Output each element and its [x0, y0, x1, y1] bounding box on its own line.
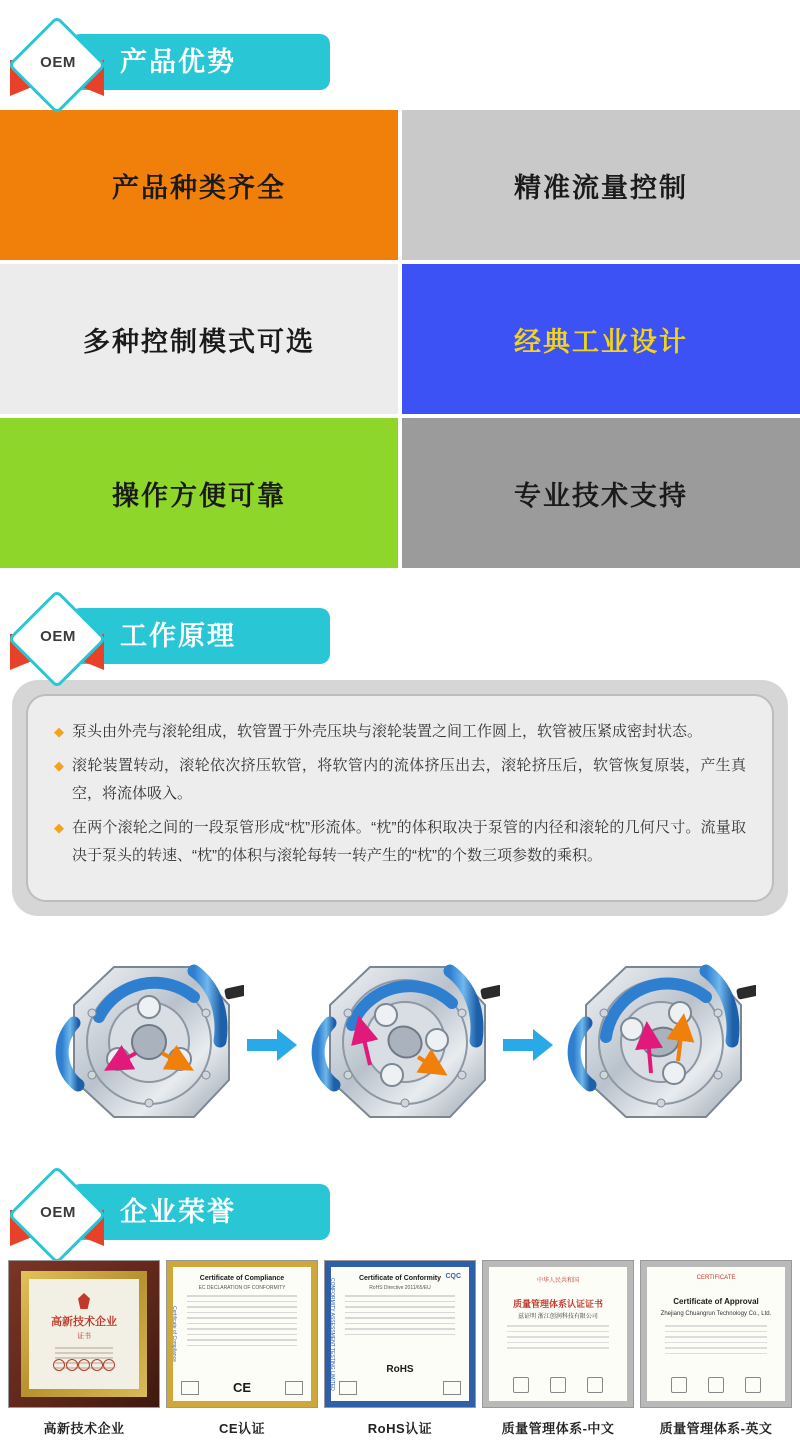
iso-cn-top: 中华人民共和国	[536, 1278, 579, 1284]
rohs-subtitle: RoHS Directive 2011/65/EU	[369, 1285, 431, 1291]
section-header-honor	[0, 1162, 800, 1250]
flow-arrow-icon	[244, 945, 300, 1145]
certificate-image-plaque	[8, 1260, 160, 1408]
advantage-label: 多种控制模式可选	[83, 326, 315, 357]
certificate-item[interactable]	[8, 1260, 160, 1437]
certificate-item[interactable]	[324, 1260, 476, 1437]
ce-side-text: Certificate of Compliance	[171, 1306, 177, 1362]
section-title-principle: 工作原理	[120, 621, 236, 651]
certificate-item[interactable]	[166, 1260, 318, 1437]
certificate-item[interactable]	[640, 1260, 792, 1437]
rohs-logo-label: CQC	[445, 1273, 461, 1280]
principle-item	[54, 814, 746, 870]
advantage-cell	[0, 264, 398, 414]
certificate-image-rohs	[324, 1260, 476, 1408]
ce-mark: CE	[232, 1380, 252, 1395]
advantage-label: 操作方便可靠	[112, 480, 286, 511]
diamond-bullet-icon: ◆	[54, 758, 64, 773]
plaque-title: 高新技术企业	[51, 1316, 117, 1328]
advantage-label: 精准流量控制	[514, 172, 688, 203]
pump-head-illustration-step3	[556, 945, 756, 1145]
pump-head-illustration-step1	[44, 945, 244, 1145]
rohs-title: Certificate of Conformity	[358, 1275, 442, 1282]
certificate-caption: 质量管理体系-中文	[501, 1421, 615, 1436]
principle-text: 滚轮装置转动，滚轮依次挤压软管，将软管内的流体挤压出去，滚轮挤压后，软管恢复原装，产生真空，将流体吸入。	[72, 757, 746, 802]
advantage-label: 经典工业设计	[514, 326, 688, 357]
certificate-caption: 质量管理体系-英文	[659, 1421, 773, 1436]
advantage-label: 专业技术支持	[514, 480, 688, 511]
plaque-subtitle: 证书	[77, 1333, 91, 1340]
section-header-principle	[0, 586, 800, 674]
certificate-caption: RoHS认证	[367, 1421, 433, 1436]
iso-en-subtitle: Zhejiang Chuangrun Technology Co., Ltd.	[660, 1311, 772, 1317]
certificate-image-ce	[166, 1260, 318, 1408]
ce-title: Certificate of Compliance	[199, 1275, 285, 1282]
pump-head-illustration-step2	[300, 945, 500, 1145]
advantage-cell	[402, 110, 800, 260]
certificate-image-iso-en	[640, 1260, 792, 1408]
ce-subtitle: EC DECLARATION OF CONFORMITY	[198, 1285, 286, 1291]
advantage-cell	[402, 418, 800, 568]
certificate-item[interactable]	[482, 1260, 634, 1437]
principle-text: 泵头由外壳与滚轮组成，软管置于外壳压块与滚轮装置之间工作圆上，软管被压紧成密封状态。	[72, 723, 703, 740]
certificate-image-iso-cn	[482, 1260, 634, 1408]
iso-cn-title: 质量管理体系认证证书	[512, 1299, 603, 1309]
principle-item	[54, 718, 746, 746]
principle-text: 在两个滚轮之间的一段泵管形成“枕”形流体。“枕”的体积取决于泵管的内径和滚轮的几何尺寸。流量取决于泵头的转速、“枕”的体积与滚轮每转一转产生的“枕”的个数三项参数的乘积。	[72, 819, 746, 864]
iso-en-top: CERTIFICATE	[696, 1275, 736, 1281]
rohs-mark: RoHS	[386, 1364, 414, 1375]
certificate-caption: CE认证	[218, 1421, 266, 1436]
advantage-cell	[0, 418, 398, 568]
advantage-label: 产品种类齐全	[112, 172, 286, 203]
ribbon-badge-icon	[8, 26, 108, 98]
section-header-advantages	[0, 12, 800, 100]
pump-principle-diagram	[0, 940, 800, 1150]
ribbon-badge-icon	[8, 1176, 108, 1248]
oem-badge-label: OEM	[40, 1204, 76, 1221]
iso-cn-subtitle: 兹证明 浙江创润科技有限公司	[518, 1314, 598, 1320]
diamond-bullet-icon: ◆	[54, 820, 64, 835]
advantages-grid	[0, 110, 800, 568]
product-page	[0, 12, 800, 1437]
iso-en-title: Certificate of Approval	[673, 1297, 759, 1306]
certificates-row	[0, 1250, 800, 1437]
diamond-bullet-icon: ◆	[54, 724, 64, 739]
principle-panel	[12, 680, 788, 916]
section-title-advantages: 产品优势	[120, 47, 236, 77]
oem-badge-label: OEM	[40, 54, 76, 71]
flow-arrow-icon	[500, 945, 556, 1145]
oem-badge-label: OEM	[40, 628, 76, 645]
advantage-cell	[0, 110, 398, 260]
rohs-side-text: CONFORMITY ASSESSMENT TESTING LIMITED	[329, 1277, 335, 1391]
certificate-caption: 高新技术企业	[43, 1421, 125, 1436]
ribbon-badge-icon	[8, 600, 108, 672]
principle-item	[54, 752, 746, 808]
section-title-honor: 企业荣誉	[120, 1197, 236, 1227]
advantage-cell	[402, 264, 800, 414]
